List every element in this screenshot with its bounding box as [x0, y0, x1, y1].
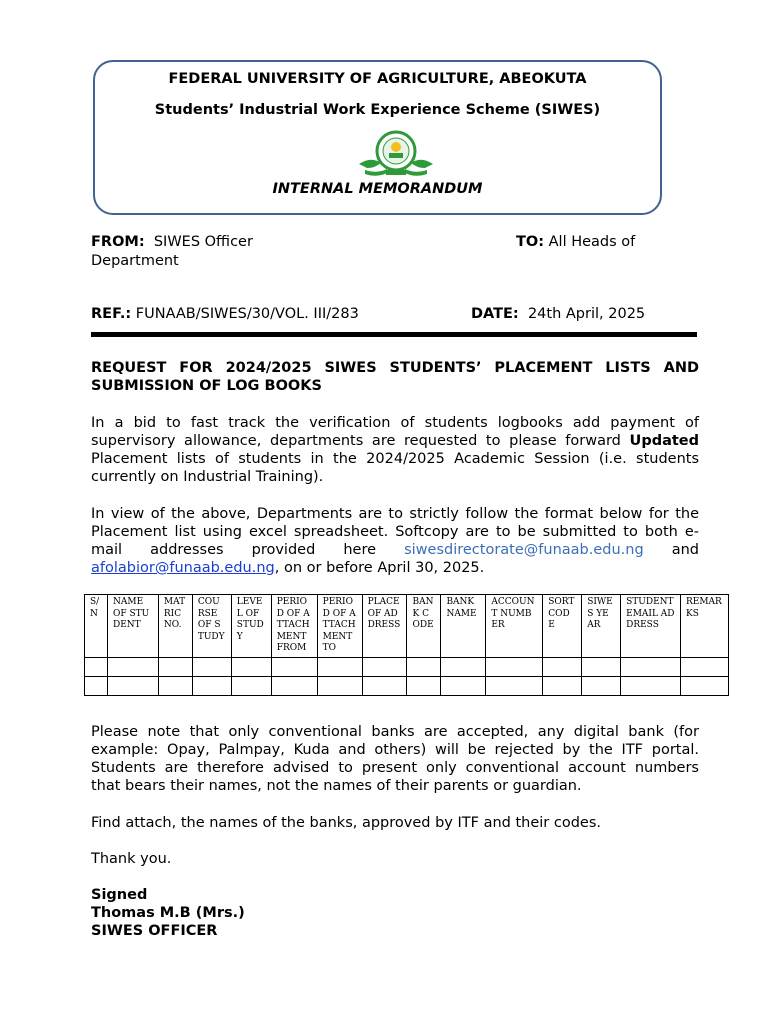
date-field	[471, 305, 645, 323]
scheme-name: Students’ Industrial Work Experience Scheme (SIWES)	[154, 102, 601, 118]
table-header-cell: PERIOD OF ATTACHMENT TO	[317, 595, 362, 658]
letterhead-box	[93, 60, 662, 215]
paragraph-4: Find attach, the names of the banks, approved by ITF and their codes.	[91, 815, 601, 831]
date-label: DATE:	[471, 306, 519, 322]
subject-line: REQUEST FOR 2024/2025 SIWES STUDENTS’ PLACEMENT LISTS AND	[91, 360, 699, 376]
to-value: All Heads of	[548, 234, 636, 250]
paragraph-text: here	[343, 542, 377, 558]
table-header-cell: SORT CODE	[543, 595, 582, 658]
university-seal-icon	[357, 130, 435, 180]
paragraph-text: and	[671, 542, 699, 558]
paragraph-line: In a bid to fast track the verification of students logbooks add payment of	[91, 415, 699, 431]
paragraph-line: currently on Industrial Training).	[91, 469, 324, 485]
updated-emphasis: Updated	[629, 433, 700, 449]
to-field	[516, 233, 635, 251]
paragraph-line: Students are therefore advised to present only conventional account numbers	[91, 760, 699, 776]
placement-format-table	[84, 594, 729, 696]
thank-you-line: Thank you.	[91, 851, 172, 867]
ref-value: FUNAAB/SIWES/30/VOL. III/283	[135, 306, 359, 322]
table-header-cell: NAME OF STUDENT	[107, 595, 158, 658]
date-value: 24th April, 2025	[527, 306, 646, 322]
paragraph-line: In view of the above, Departments are to strictly follow the format below for the	[91, 506, 699, 522]
paragraph-line	[91, 432, 699, 450]
ref-field	[91, 305, 359, 323]
table-row	[85, 657, 729, 676]
table-header-cell: PERIOD OF ATTACHMENT FROM	[271, 595, 317, 658]
paragraph-line: example: Opay, Palmpay, Kuda and others) will be rejected by the ITF portal.	[91, 742, 699, 758]
from-value: SIWES Officer	[153, 234, 253, 250]
from-label: FROM:	[91, 234, 145, 250]
signature-block	[91, 886, 699, 940]
paragraph-line: Placement list using excel spreadsheet. Softcopy are to be submitted to both e-	[91, 524, 699, 540]
subject-line: SUBMISSION OF LOG BOOKS	[91, 378, 322, 394]
table-row	[85, 676, 729, 695]
table-header-cell: BANK CODE	[407, 595, 441, 658]
table-header-cell: ACCOUNT NUMBER	[486, 595, 543, 658]
email-link-directorate[interactable]: siwesdirectorate@funaab.edu.ng	[404, 542, 644, 558]
paragraph-text: supervisory allowance, departments are requested to please forward	[91, 433, 621, 449]
paragraph-text: mail	[91, 542, 123, 558]
signatory-name: Thomas M.B (Mrs.)	[91, 905, 245, 921]
memo-title: INTERNAL MEMORANDUM	[272, 181, 483, 197]
paragraph-line: that bears their names, not the names of their parents or guardian.	[91, 778, 582, 794]
table-header-cell: LEVEL OF STUDY	[231, 595, 271, 658]
divider-rule	[91, 332, 697, 337]
paragraph-line: Please note that only conventional banks are accepted, any digital bank (for	[91, 724, 699, 740]
table-header-row	[85, 595, 729, 658]
signed-label: Signed	[91, 887, 148, 903]
university-name: FEDERAL UNIVERSITY OF AGRICULTURE, ABEOKUTA	[168, 71, 587, 87]
table-header-cell: SIWES YEAR	[582, 595, 621, 658]
from-field	[91, 233, 253, 251]
table-header-cell: STUDENT EMAIL ADDRESS	[621, 595, 681, 658]
paragraph-line	[91, 541, 699, 559]
table-header-cell: BANK NAME	[441, 595, 486, 658]
signatory-title: SIWES OFFICER	[91, 923, 218, 939]
paragraph-2	[91, 505, 699, 577]
paragraph-text: provided	[251, 542, 316, 558]
to-label: TO:	[516, 234, 545, 250]
paragraph-text: addresses	[150, 542, 224, 558]
paragraph-text: , on or before April 30, 2025.	[274, 560, 485, 576]
paragraph-line	[91, 559, 699, 577]
ref-label: REF.:	[91, 306, 132, 322]
paragraph-1	[91, 414, 699, 486]
paragraph-line: Placement lists of students in the 2024/2025 Academic Session (i.e. students	[91, 451, 699, 467]
table-header-cell: MATRIC NO.	[158, 595, 192, 658]
table-header-cell: COURSE OF STUDY	[192, 595, 231, 658]
to-value-continued: Department	[91, 253, 179, 269]
table-header-cell: S/N	[85, 595, 108, 658]
table-header-cell: PLACE OF ADDRESS	[362, 595, 407, 658]
table-header-cell: REMARKS	[681, 595, 729, 658]
paragraph-3	[91, 723, 699, 795]
email-link-afolabior[interactable]: afolabior@funaab.edu.ng	[91, 560, 275, 576]
subject-heading	[91, 359, 699, 395]
